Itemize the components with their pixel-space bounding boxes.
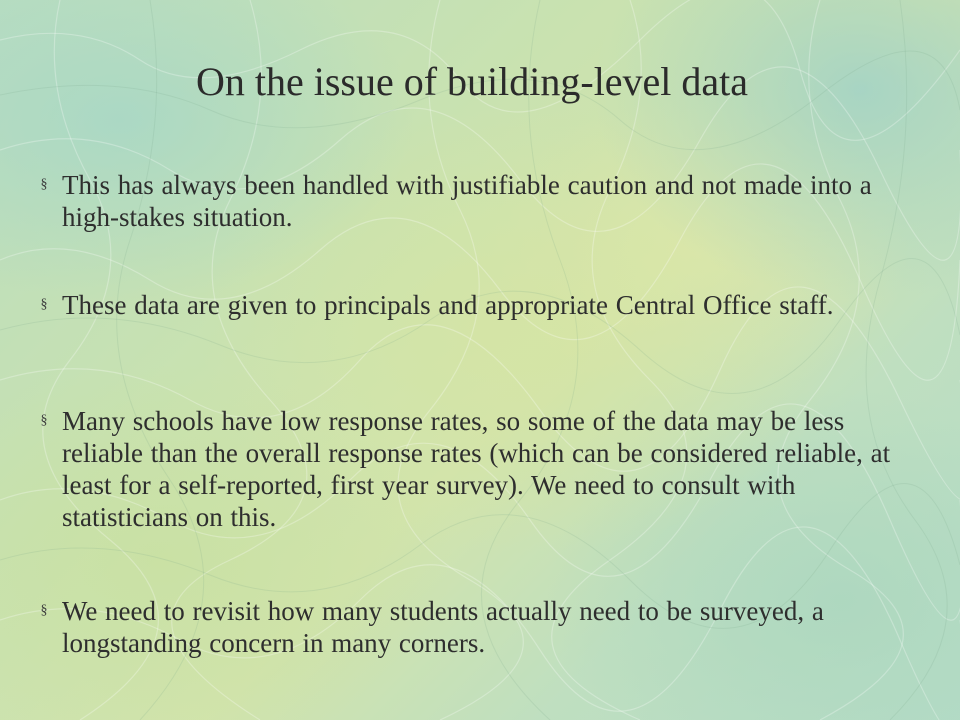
section-sign-icon: § [40,413,48,428]
bullet-item [26,405,906,533]
section-sign-icon: § [40,297,48,312]
slide-title: On the issue of building-level data [195,59,749,104]
bullet-item [26,289,906,321]
bullet-text: Many schools have low response rates, so some of the data may be less reliable than the overall response rates (which can be considered reliable, at least for a self-reported, first year survey). We need to consult with statisticians on this. [62,406,891,532]
bullet-text: These data are given to principals and appropriate Central Office staff. [62,290,834,320]
bullet-item [26,169,906,233]
section-sign-icon: § [40,603,48,618]
bullet-text: We need to revisit how many students actually need to be surveyed, a longstanding concern in many corners. [62,596,824,658]
section-sign-icon: § [40,177,48,192]
bullet-text: This has always been handled with justifiable caution and not made into a high-stakes situation. [62,170,872,232]
bullet-item [26,595,906,659]
